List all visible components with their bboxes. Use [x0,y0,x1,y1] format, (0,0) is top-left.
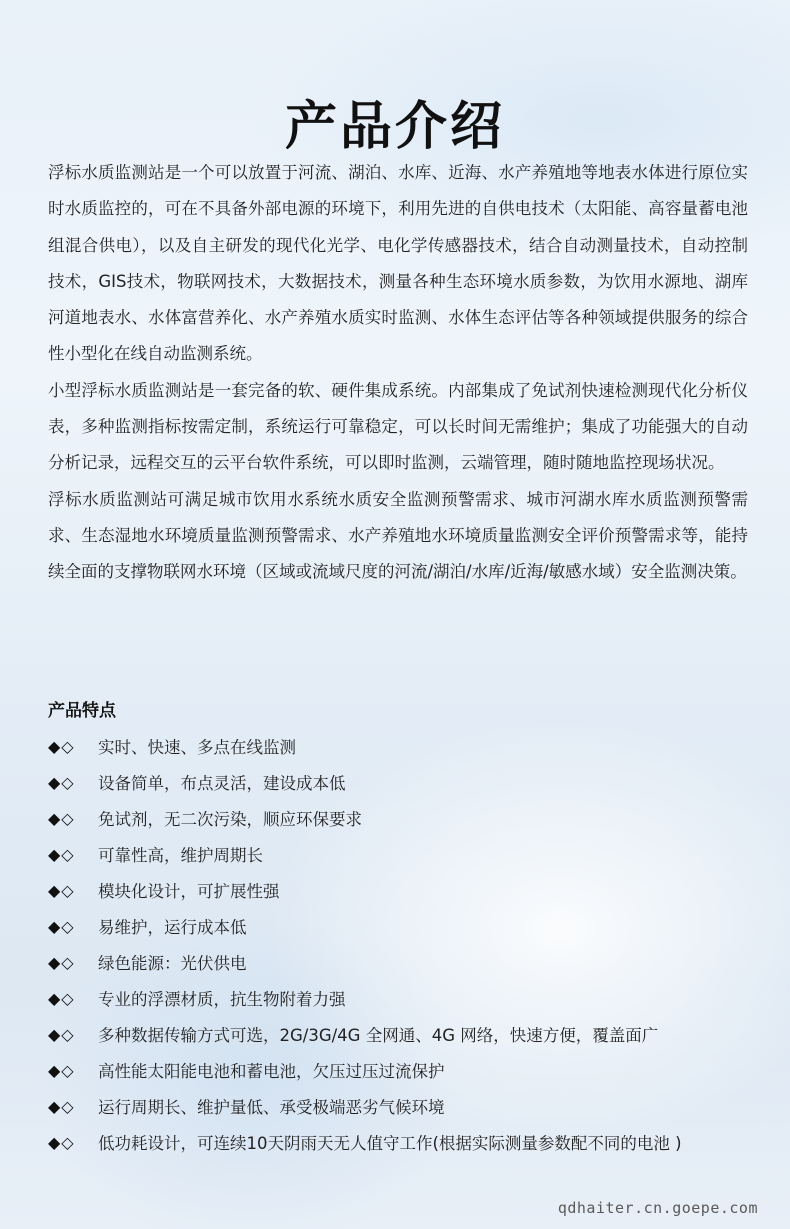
features-heading: 产品特点 [48,701,116,721]
intro-section [48,155,748,591]
feature-text: 专业的浮漂材质，抗生物附着力强 [98,990,346,1009]
intro-paragraph: 小型浮标水质监测站是一套完备的软、硬件集成系统。内部集成了免试剂快速检测现代化分析仪表，多种监测指标按需定制，系统运行可靠稳定，可以长时间无需维护；集成了功能强大的自动分析记录，远程交互的云平台软件系统，可以即时监测，云端管理，随时随地监控现场状况。 [48,380,748,473]
diamond-bullet-icon: ◆◇ [48,1024,75,1044]
feature-text: 高性能太阳能电池和蓄电池，欠压过压过流保护 [98,1062,445,1081]
feature-text: 可靠性高，维护周期长 [98,846,263,865]
diamond-bullet-icon: ◆◇ [48,808,75,828]
feature-item [48,800,768,836]
diamond-bullet-icon: ◆◇ [48,1096,75,1116]
diamond-bullet-icon: ◆◇ [48,1132,75,1152]
feature-item [48,1016,768,1052]
feature-text: 多种数据传输方式可选，2G/3G/4G 全网通、4G 网络，快速方便，覆盖面广 [98,1026,659,1045]
feature-text: 免试剂，无二次污染，顺应环保要求 [98,810,362,829]
feature-text: 运行周期长、维护量低、承受极端恶劣气候环境 [98,1098,445,1117]
footer-url: qdhaiter.cn.goepe.com [557,1199,758,1217]
page-title: 产品介绍 [284,95,505,157]
feature-text: 实时、快速、多点在线监测 [98,738,296,757]
feature-item [48,764,768,800]
feature-text: 绿色能源：光伏供电 [98,954,247,973]
feature-item [48,1052,768,1088]
feature-text: 模块化设计，可扩展性强 [98,882,280,901]
diamond-bullet-icon: ◆◇ [48,952,75,972]
feature-item [48,1088,768,1124]
diamond-bullet-icon: ◆◇ [48,736,75,756]
diamond-bullet-icon: ◆◇ [48,880,75,900]
feature-item [48,1124,768,1160]
feature-item [48,980,768,1016]
feature-text: 设备简单，布点灵活，建设成本低 [98,774,346,793]
feature-item [48,836,768,872]
features-list [48,728,768,1160]
intro-paragraph: 浮标水质监测站是一个可以放置于河流、湖泊、水库、近海、水产养殖地等地表水体进行原位实时水质监控的，可在不具备外部电源的环境下，利用先进的自供电技术（太阳能、高容量蓄电池组混合供电），以及自主研发的现代化光学、电化学传感器技术，结合自动测量技术，自动控制技术，GIS技术，物联网技术，大数据技术，测量各种生态环境水质参数，为饮用水源地、湖库河道地表水、水体富营养化、水产养殖水质实时监测、水体生态评估等各种领域提供服务的综合性小型化在线自动监测系统。 [48,163,748,364]
diamond-bullet-icon: ◆◇ [48,844,75,864]
diamond-bullet-icon: ◆◇ [48,1060,75,1080]
feature-item [48,728,768,764]
feature-item [48,944,768,980]
feature-text: 易维护，运行成本低 [98,918,247,937]
diamond-bullet-icon: ◆◇ [48,988,75,1008]
feature-item [48,908,768,944]
intro-paragraph: 浮标水质监测站可满足城市饮用水系统水质安全监测预警需求、城市河湖水库水质监测预警需求、生态湿地水环境质量监测预警需求、水产养殖地水环境质量监测安全评价预警需求等，能持续全面的支撑物联网水环境（区域或流域尺度的河流/湖泊/水库/近海/敏感水域）安全监测决策。 [48,489,748,582]
diamond-bullet-icon: ◆◇ [48,916,75,936]
feature-text: 低功耗设计，可连续10天阴雨天无人值守工作(根据实际测量参数配不同的电池 ) [98,1134,682,1153]
feature-item [48,872,768,908]
diamond-bullet-icon: ◆◇ [48,772,75,792]
